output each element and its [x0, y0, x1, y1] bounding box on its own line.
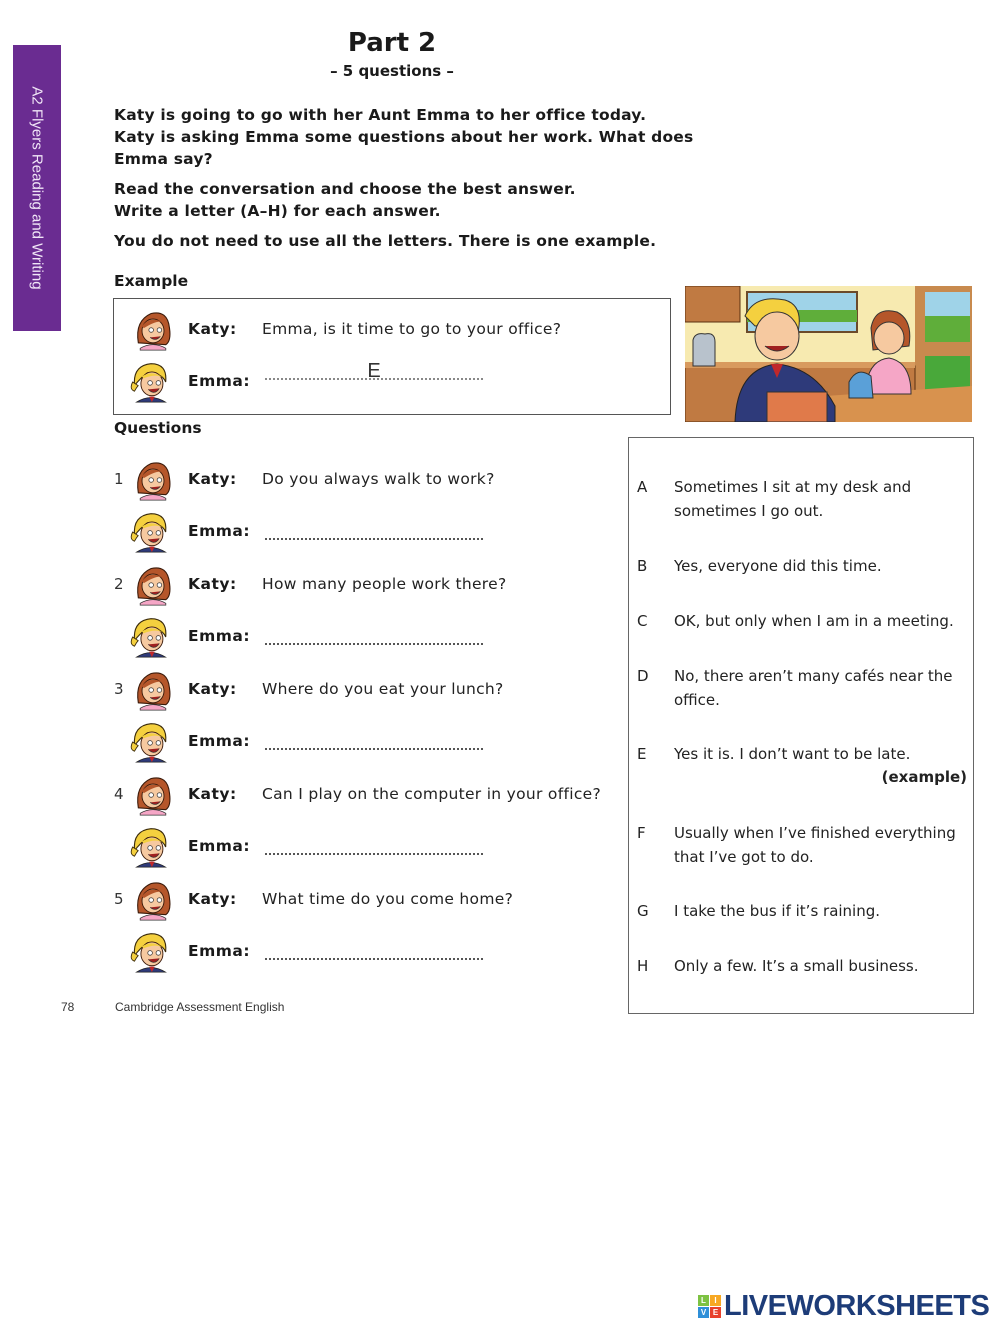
instruction-line: Write a letter (A–H) for each answer. — [114, 202, 441, 220]
katy-speaker: Katy: — [188, 470, 237, 488]
katy-avatar-icon — [131, 562, 175, 608]
option-text: Only a few. It’s a small business. — [674, 957, 919, 975]
liveworksheets-logo[interactable] — [698, 1291, 989, 1321]
logo-block: I — [710, 1295, 721, 1306]
instruction-line: Katy is asking Emma some questions about her work. What does — [114, 128, 694, 146]
example-box — [113, 298, 671, 415]
question-number: 3 — [114, 680, 124, 698]
answer-input-2[interactable] — [265, 625, 483, 645]
katy-question: How many people work there? — [262, 575, 507, 593]
emma-avatar-icon — [129, 719, 173, 765]
publisher-name: Cambridge Assessment English — [115, 1000, 285, 1014]
emma-speaker: Emma: — [188, 522, 251, 540]
option-letter: B — [637, 557, 648, 575]
katy-question: Do you always walk to work? — [262, 470, 495, 488]
katy-question: Can I play on the computer in your office? — [262, 785, 602, 803]
option-letter: A — [637, 478, 648, 496]
page-number: 78 — [61, 1000, 75, 1014]
emma-speaker: Emma: — [188, 627, 251, 645]
logo-block: V — [698, 1307, 709, 1318]
emma-avatar-icon — [129, 509, 173, 555]
instructions-task — [114, 178, 576, 222]
example-katy-question: Emma, is it time to go to your office? — [262, 320, 562, 338]
emma-avatar-icon — [129, 929, 173, 975]
example-katy-speaker: Katy: — [188, 320, 237, 338]
katy-avatar-icon — [131, 457, 175, 503]
katy-speaker: Katy: — [188, 890, 237, 908]
instruction-line: Katy is going to go with her Aunt Emma to her office today. — [114, 106, 647, 124]
option-letter: C — [637, 612, 648, 630]
katy-avatar-icon — [131, 307, 175, 353]
katy-avatar-icon — [131, 667, 175, 713]
option-text: I take the bus if it’s raining. — [674, 902, 881, 920]
option-text: OK, but only when I am in a meeting. — [674, 612, 954, 630]
emma-avatar-icon — [129, 614, 173, 660]
answer-input-3[interactable] — [265, 730, 483, 750]
question-number: 2 — [114, 575, 124, 593]
example-note: (example) — [881, 768, 967, 786]
instruction-line: Read the conversation and choose the best answer. — [114, 180, 576, 198]
emma-speaker: Emma: — [188, 732, 251, 750]
katy-speaker: Katy: — [188, 575, 237, 593]
answer-options-box — [628, 437, 974, 1014]
option-letter: G — [637, 902, 649, 920]
katy-avatar-icon — [131, 877, 175, 923]
option-letter: E — [637, 745, 647, 763]
answer-input-5[interactable] — [265, 940, 483, 960]
page-subtitle: – 5 questions – — [330, 62, 454, 80]
option-letter: D — [637, 667, 649, 685]
instructions-note: You do not need to use all the letters. There is one example. — [114, 232, 657, 250]
option-text: Sometimes I sit at my desk and sometimes I go out. — [674, 478, 912, 520]
instructions-intro — [114, 104, 693, 170]
page-title: Part 2 — [347, 28, 437, 58]
example-emma-speaker: Emma: — [188, 372, 251, 390]
emma-avatar-icon — [129, 824, 173, 870]
katy-question: Where do you eat your lunch? — [262, 680, 504, 698]
katy-question: What time do you come home? — [262, 890, 514, 908]
side-tab-label: A2 Flyers Reading and Writing — [28, 86, 46, 290]
logo-block: E — [710, 1307, 721, 1318]
answer-input-1[interactable] — [265, 520, 483, 540]
questions-label: Questions — [114, 419, 202, 437]
question-number: 5 — [114, 890, 124, 908]
logo-block: L — [698, 1295, 709, 1306]
office-scene-illustration — [685, 286, 972, 422]
option-text: No, there aren’t many cafés near the office. — [674, 667, 953, 709]
emma-speaker: Emma: — [188, 837, 251, 855]
katy-speaker: Katy: — [188, 785, 237, 803]
instruction-line: Emma say? — [114, 150, 213, 168]
option-text: Yes, everyone did this time. — [674, 557, 882, 575]
katy-speaker: Katy: — [188, 680, 237, 698]
emma-speaker: Emma: — [188, 942, 251, 960]
emma-avatar-icon — [129, 359, 173, 405]
example-answer: E — [265, 360, 483, 380]
example-label: Example — [114, 272, 189, 290]
katy-avatar-icon — [131, 772, 175, 818]
logo-blocks-icon — [698, 1295, 721, 1318]
question-number: 4 — [114, 785, 124, 803]
logo-text: LIVEWORKSHEETS — [724, 1289, 990, 1322]
question-number: 1 — [114, 470, 124, 488]
answer-input-4[interactable] — [265, 835, 483, 855]
option-text: Yes it is. I don’t want to be late. — [674, 745, 911, 763]
option-text: Usually when I’ve finished everything that I’ve got to do. — [674, 824, 956, 866]
option-letter: F — [637, 824, 646, 842]
side-tab — [13, 45, 61, 331]
option-e — [637, 743, 967, 791]
option-letter: H — [637, 957, 649, 975]
